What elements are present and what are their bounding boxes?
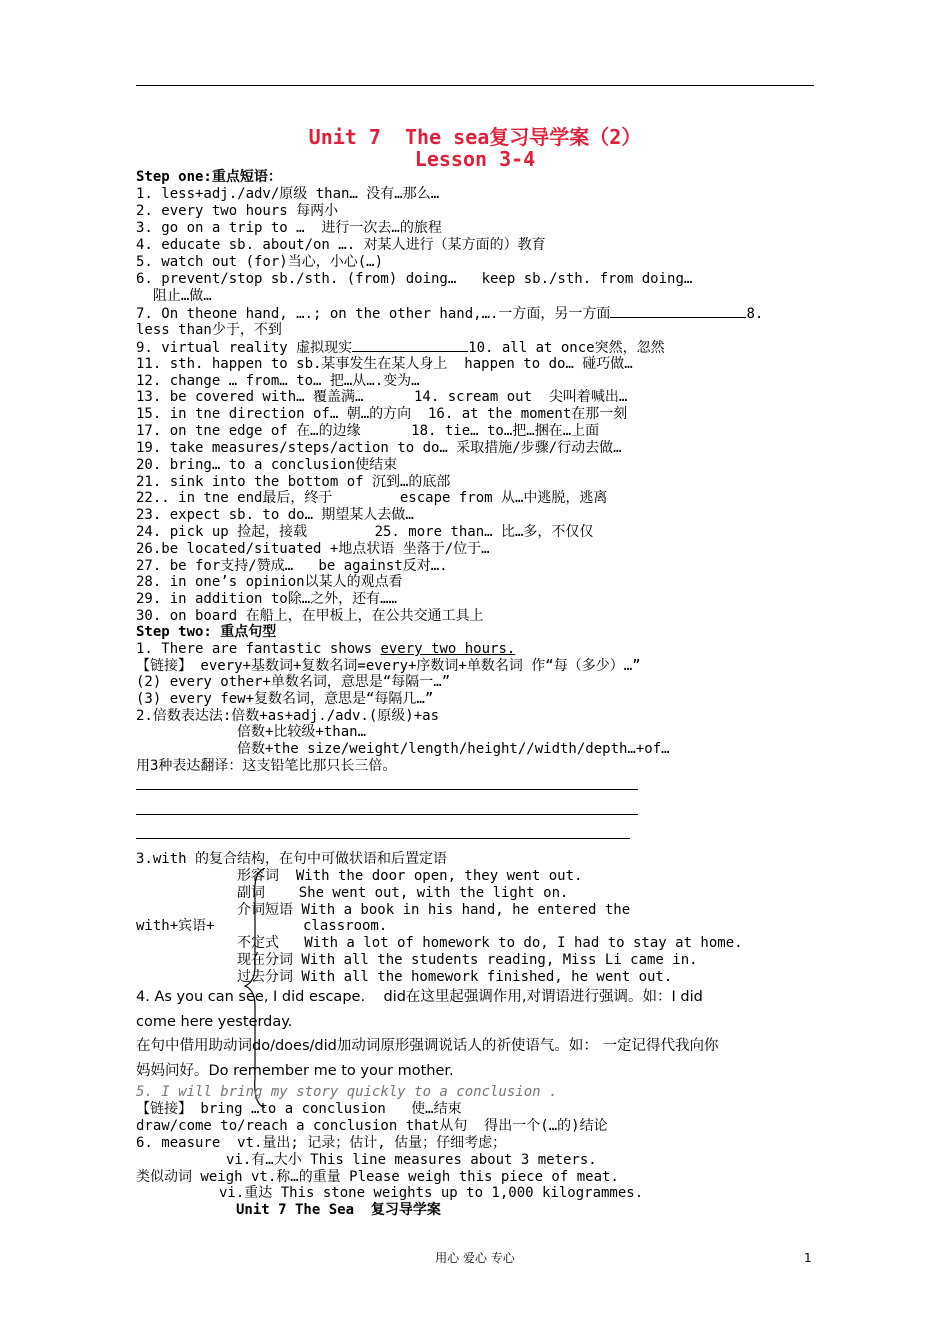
- link-note: 【链接】 every+基数词+复数名词=every+序数词+单数名词 作“每（多少）…”: [136, 658, 641, 674]
- did-note: 4. As you can see, I did escape. did在这里起强调作用,对谓语进行强调。如：I did: [136, 989, 703, 1005]
- times-rule: 2.倍数表达法:倍数+as+adj./adv.(原级)+as: [136, 708, 440, 724]
- did-note: come here yesterday.: [136, 1014, 293, 1030]
- phrase-item: 28. in one’s opinion以某人的观点看: [136, 574, 403, 590]
- phrase-item: 26.be located/situated +地点状语 坐落于/位于…: [136, 541, 490, 557]
- phrase-text: 10. all at once突然，忽然: [468, 340, 665, 356]
- sentence-1: [136, 641, 515, 658]
- phrase-item: 20. bring… to a conclusion使结束: [136, 457, 398, 473]
- phrase-item: 23. expect sb. to do… 期望某人去做…: [136, 507, 414, 523]
- phrase-item: 5. watch out (for)当心，小心(…): [136, 254, 384, 270]
- with-heading: 3.with 的复合结构，在句中可做状语和后置定语: [136, 851, 447, 867]
- times-rule: 倍数+the size/weight/length/height//width/depth…+of…: [237, 741, 670, 757]
- measure-note: 6. measure vt.量出; 记录；估计, 估量；仔细考虑；: [136, 1135, 507, 1151]
- phrase-item: 3. go on a trip to … 进行一次去…的旅程: [136, 220, 442, 236]
- header-rule: [136, 85, 814, 86]
- measure-note: 类似动词 weigh vt.称…的重量 Please weigh this piece of meat.: [136, 1169, 619, 1185]
- with-row: classroom.: [303, 918, 388, 934]
- phrase-item: 15. in tne direction of… 朝…的方向 16. at the moment在那一刻: [136, 406, 628, 422]
- phrase-item: 17. on tne edge of 在…的边缘 18. tie… to…把…捆在…上面: [136, 423, 600, 439]
- answer-line: [136, 814, 638, 815]
- phrase-item: 12. change … from… to… 把…从….变为…: [136, 373, 420, 389]
- with-row: 不定式 With a lot of homework to do, I had to stay at home.: [237, 935, 743, 951]
- with-row: 过去分词 With all the homework finished, he went out.: [237, 969, 673, 985]
- page-number: 1: [804, 1251, 812, 1265]
- translate-prompt: 用3种表达翻译：这支铅笔比那只长三倍。: [136, 758, 397, 774]
- bottom-title: Unit 7 The Sea 复习导学案: [236, 1202, 441, 1218]
- measure-note: vi.重达 This stone weights up to 1,000 kilogrammes.: [219, 1185, 644, 1201]
- phrase-item: [136, 305, 763, 323]
- phrase-item: 2. every two hours 每两小: [136, 203, 339, 219]
- phrase-item: 22.. in tne end最后，终于 escape from 从…中逃脱，逃离: [136, 490, 608, 506]
- phrase-item: 4. educate sb. about/on …. 对某人进行（某方面的）教育: [136, 237, 546, 253]
- with-row: 形容词 With the door open, they went out.: [237, 868, 583, 884]
- answer-line: [136, 838, 630, 839]
- page-footer: 用心 爱心 专心: [435, 1251, 515, 1265]
- phrase-item: 11. sth. happen to sb.某事发生在某人身上 happen to do… 碰巧做…: [136, 356, 633, 372]
- with-row: 副词 She went out, with the light on.: [237, 885, 569, 901]
- sentence-text: 1. There are fantastic shows: [136, 641, 381, 657]
- did-note: 妈妈问好。Do remember me to your mother.: [136, 1063, 454, 1079]
- phrase-item: 阻止…做…: [136, 288, 212, 304]
- measure-note: vi.有…大小 This line measures about 3 meters.: [226, 1152, 597, 1168]
- did-note: 在句中借用助动词do/does/did加动词原形强调说话人的祈使语气。如： 一定记得代我向你: [136, 1038, 719, 1054]
- phrase-item: 24. pick up 捡起，接载 25. more than… 比…多，不仅仅: [136, 524, 594, 540]
- page-title: Unit 7 The sea复习导学案（2）: [308, 125, 642, 149]
- link-note: 【链接】 bring …to a conclusion 使…结束: [136, 1101, 462, 1117]
- phrase-text: 9. virtual reality 虚拟现实: [136, 340, 353, 356]
- phrase-item: 21. sink into the bottom of 沉到…的底部: [136, 474, 451, 490]
- link-note: (2) every other+单数名词，意思是“每隔一…”: [136, 674, 451, 690]
- times-rule: 倍数+比较级+than…: [237, 724, 367, 740]
- phrase-item: 27. be for支持/赞成… be against反对….: [136, 558, 448, 574]
- phrase-item: 6. prevent/stop sb./sth. (from) doing… keep sb./sth. from doing…: [136, 271, 693, 287]
- phrase-item: 19. take measures/steps/action to do… 采取措施/步骤/行动去做…: [136, 440, 622, 456]
- with-label: with+宾语+: [136, 918, 215, 934]
- phrase-note: draw/come to/reach a conclusion that从句 得出一个(…的)结论: [136, 1118, 608, 1134]
- with-row: 介词短语 With a book in his hand, he entered the: [237, 902, 631, 918]
- link-note: (3) every few+复数名词，意思是“每隔几…”: [136, 691, 434, 707]
- phrase-item: less than少于，不到: [136, 322, 282, 338]
- answer-line: [136, 789, 638, 790]
- phrase-item: 13. be covered with… 覆盖满… 14. scream out 尖叫着喊出…: [136, 389, 628, 405]
- step-two-heading: Step two: 重点句型: [136, 624, 277, 640]
- page-subtitle: Lesson 3-4: [414, 147, 536, 171]
- sentence-5: 5. I will bring my story quickly to a conclusion .: [136, 1084, 558, 1100]
- phrase-item: [136, 339, 665, 357]
- sentence-underlined: every two hours.: [380, 641, 516, 657]
- answer-blank: [352, 339, 468, 352]
- phrase-text: 7. On theone hand, ….; on the other hand,….一方面，另一方面: [136, 306, 611, 322]
- answer-blank: [610, 305, 746, 318]
- phrase-item: 30. on board 在船上，在甲板上，在公共交通工具上: [136, 608, 484, 624]
- phrase-text: 8.: [746, 306, 764, 322]
- phrase-item: 29. in addition to除…之外，还有……: [136, 591, 398, 607]
- phrase-item: 1. less+adj./adv/原级 than… 没有…那么…: [136, 186, 440, 202]
- with-row: 现在分词 With all the students reading, Miss Li came in.: [237, 952, 698, 968]
- step-one-heading: Step one:重点短语：: [136, 169, 282, 185]
